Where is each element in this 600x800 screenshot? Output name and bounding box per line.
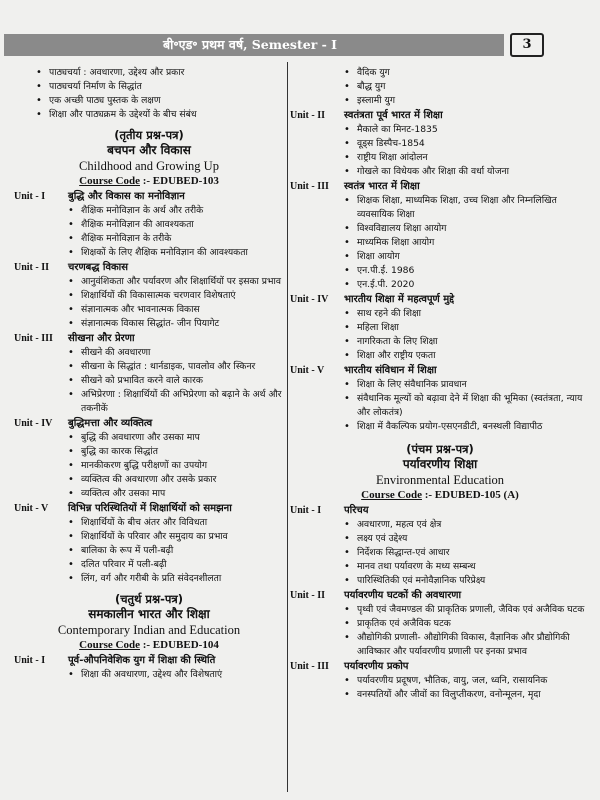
- bullet-icon: [344, 349, 357, 363]
- paper-hindi-title: समकालीन भारत और शिक्षा: [88, 607, 210, 621]
- bullet-icon: [68, 246, 81, 260]
- bullet-icon: [68, 388, 81, 402]
- bullet-icon: [68, 558, 81, 572]
- list-item: • शिक्षार्थियों की विकासात्मक चरणवार विशेषताएं: [14, 289, 284, 303]
- bullet-icon: [344, 617, 357, 631]
- list-item: • पृथ्वी एवं जैवमण्डल की प्राकृतिक प्रणाली, जैविक एवं अजैविक घटक: [290, 603, 590, 617]
- list-item: • एन.पी.ई. 1986: [290, 264, 590, 278]
- unit-heading: Unit - III स्वतंत्र भारत में शिक्षा: [290, 181, 420, 192]
- list-item: • अभिप्रेरणा : शिक्षार्थियों की अभिप्रेरणा को बढ़ाने के अर्थ और तकनीकें: [14, 388, 284, 416]
- list-item: • मैकाले का मिनट-1835: [290, 123, 590, 137]
- unit-heading: Unit - IV भारतीय शिक्षा में महत्वपूर्ण मुद्दे: [290, 294, 455, 305]
- list-item: • शिक्षार्थियों के परिवार और समुदाय का प्रभाव: [14, 530, 284, 544]
- list-item: • शिक्षा और राष्ट्रीय एकता: [290, 349, 590, 363]
- paper-hindi-title: बचपन और विकास: [107, 143, 191, 157]
- bullet-icon: [36, 66, 49, 80]
- list-item: • माध्यमिक शिक्षा आयोग: [290, 236, 590, 250]
- bullet-icon: [68, 459, 81, 473]
- paper3-heading: [14, 128, 284, 189]
- bullet-icon: [344, 236, 357, 250]
- paper-label: (पंचम प्रश्न-पत्र): [406, 442, 474, 456]
- unit-heading: Unit - I पूर्व-औपनिवेशिक युग में शिक्षा की स्थिति: [14, 655, 216, 666]
- column-divider: [287, 62, 288, 792]
- unit-heading: Unit - III पर्यावरणीय प्रकोप: [290, 661, 409, 672]
- list-item: • शिक्षा के लिए संवैधानिक प्रावधान: [290, 378, 590, 392]
- list-item: • बालिका के रूप में पली-बढ़ी: [14, 544, 284, 558]
- bullet-icon: [344, 194, 357, 208]
- unit-heading: Unit - II चरणबद्ध विकास: [14, 262, 129, 273]
- list-item: • वैदिक युग: [290, 66, 590, 80]
- list-item: • राष्ट्रीय शिक्षा आंदोलन: [290, 151, 590, 165]
- list-item: • पाठ्यचर्या निर्माण के सिद्धांत: [14, 80, 284, 94]
- list-item: • दलित परिवार में पली-बढ़ी: [14, 558, 284, 572]
- list-item: • लिंग, वर्ग और गरीबी के प्रति संवेदनशीलता: [14, 572, 284, 586]
- header-title: बी॰एड॰ प्रथम वर्ष, Semester - I: [162, 37, 338, 52]
- paper-hindi-title: पर्यावरणीय शिक्षा: [402, 457, 478, 471]
- bullet-icon: [344, 631, 357, 645]
- bullet-icon: [344, 688, 357, 702]
- bullet-icon: [68, 374, 81, 388]
- bullet-icon: [68, 275, 81, 289]
- unit-heading: Unit - II स्वतंत्रता पूर्व भारत में शिक्षा: [290, 110, 443, 121]
- bullet-icon: [68, 289, 81, 303]
- bullet-icon: [344, 264, 357, 278]
- bullet-icon: [344, 532, 357, 546]
- bullet-icon: [344, 307, 357, 321]
- bullet-icon: [68, 317, 81, 331]
- bullet-icon: [68, 572, 81, 586]
- course-code: Course Code :- EDUBED-104: [79, 639, 219, 651]
- bullet-icon: [344, 123, 357, 137]
- list-item: • प्राकृतिक एवं अजैविक घटक: [290, 617, 590, 631]
- list-item: • औद्योगिकी प्रणाली- औद्योगिकी विकास, वैज्ञानिक और प्रौद्योगिकी आविष्कार और पर्यावरणीय प्रणाली पर इनका प्रभाव: [290, 631, 590, 659]
- bullet-icon: [344, 574, 357, 588]
- list-item: • बुद्धि का कारक सिद्धांत: [14, 445, 284, 459]
- list-item: • शिक्षा की अवधारणा, उद्देश्य और विशेषताएं: [14, 668, 284, 682]
- bullet-icon: [344, 137, 357, 151]
- unit-heading: Unit - IV बुद्धिमत्ता और व्यक्तित्व: [14, 418, 153, 429]
- bullet-icon: [344, 80, 357, 94]
- bullet-icon: [68, 668, 81, 682]
- list-item: • गोखले का विधेयक और शिक्षा की वर्धा योजना: [290, 165, 590, 179]
- bullet-icon: [68, 516, 81, 530]
- bullet-icon: [344, 94, 357, 108]
- bullet-icon: [344, 335, 357, 349]
- list-item: • पर्यावरणीय प्रदूषण, भौतिक, वायु, जल, ध्वनि, रासायनिक: [290, 674, 590, 688]
- bullet-icon: [36, 108, 49, 122]
- list-item: • विश्वविद्यालय शिक्षा आयोग: [290, 222, 590, 236]
- left-column: [14, 66, 284, 682]
- bullet-icon: [344, 420, 357, 434]
- list-item: • एन.ई.पी. 2020: [290, 278, 590, 292]
- unit-heading: Unit - II पर्यावरणीय घटकों की अवधारणा: [290, 590, 462, 601]
- list-item: • शैक्षिक मनोविज्ञान के अर्थ और तरीके: [14, 204, 284, 218]
- bullet-icon: [68, 303, 81, 317]
- bullet-icon: [344, 321, 357, 335]
- list-item: • संज्ञानात्मक विकास सिद्धांत- जीन पियागेट: [14, 317, 284, 331]
- paper-english-title: Environmental Education: [375, 473, 505, 487]
- bullet-icon: [68, 445, 81, 459]
- course-code: Course Code :- EDUBED-103: [79, 175, 219, 187]
- list-item: • अवधारणा, महत्व एवं क्षेत्र: [290, 518, 590, 532]
- paper-label: (तृतीय प्रश्न-पत्र): [114, 128, 184, 142]
- list-item: • मानव तथा पर्यावरण के मध्य सम्बन्ध: [290, 560, 590, 574]
- bullet-icon: [344, 603, 357, 617]
- bullet-icon: [344, 66, 357, 80]
- list-item: • बुद्धि की अवधारणा और उसका माप: [14, 431, 284, 445]
- list-item: • वूड्स डिस्पैच-1854: [290, 137, 590, 151]
- list-item: • संज्ञानात्मक और भावनात्मक विकास: [14, 303, 284, 317]
- paper-label: (चतुर्थ प्रश्न-पत्र): [114, 592, 184, 606]
- unit-heading: Unit - V भारतीय संविधान में शिक्षा: [290, 365, 437, 376]
- list-item: • सीखना के सिद्धांत : थार्नडाइक, पावलोव और स्किनर: [14, 360, 284, 374]
- list-item: • शिक्षार्थियों के बीच अंतर और विविधता: [14, 516, 284, 530]
- list-item: • शिक्षा और पाठ्यक्रम के उद्देश्यों के बीच संबंध: [14, 108, 284, 122]
- right-column: [290, 66, 590, 702]
- bullet-icon: [36, 80, 49, 94]
- unit-heading: Unit - III सीखना और प्रेरणा: [14, 333, 135, 344]
- bullet-icon: [68, 487, 81, 501]
- page-number: 3: [510, 33, 544, 57]
- bullet-icon: [68, 218, 81, 232]
- bullet-icon: [68, 204, 81, 218]
- list-item: • वनस्पतियों और जीवों का विलुप्तीकरण, वनोन्मूलन, मृदा: [290, 688, 590, 702]
- bullet-icon: [68, 346, 81, 360]
- bullet-icon: [36, 94, 49, 108]
- bullet-icon: [344, 378, 357, 392]
- bullet-icon: [344, 560, 357, 574]
- list-item: • बौद्ध युग: [290, 80, 590, 94]
- bullet-icon: [68, 360, 81, 374]
- list-item: • शिक्षा आयोग: [290, 250, 590, 264]
- bullet-icon: [344, 151, 357, 165]
- bullet-icon: [68, 431, 81, 445]
- bullet-icon: [68, 232, 81, 246]
- list-item: • व्यक्तित्व की अवधारणा और उसके प्रकार: [14, 473, 284, 487]
- list-item: • नागरिकता के लिए शिक्षा: [290, 335, 590, 349]
- list-item: • शिक्षा में वैकल्पिक प्रयोग-एसएनडीटी, बनस्थली विद्यापीठ: [290, 420, 590, 434]
- unit-heading: Unit - V विभिन्न परिस्थितियों में शिक्षार्थियों को समझना: [14, 503, 232, 514]
- list-item: • मानकीकरण बुद्धि परीक्षणों का उपयोग: [14, 459, 284, 473]
- list-item: • शैक्षिक मनोविज्ञान के तरीके: [14, 232, 284, 246]
- bullet-icon: [344, 392, 357, 406]
- list-item: • साथ रहने की शिक्षा: [290, 307, 590, 321]
- bullet-icon: [344, 674, 357, 688]
- bullet-icon: [344, 222, 357, 236]
- list-item: • शिक्षकों के लिए शैक्षिक मनोविज्ञान की आवश्यकता: [14, 246, 284, 260]
- paper4-heading: [14, 592, 284, 653]
- unit-heading: Unit - I परिचय: [290, 505, 369, 516]
- list-item: • लक्ष्य एवं उद्देश्य: [290, 532, 590, 546]
- bullet-icon: [68, 473, 81, 487]
- paper-english-title: Childhood and Growing Up: [79, 159, 219, 173]
- list-item: • एक अच्छी पाठ्य पुस्तक के लक्षण: [14, 94, 284, 108]
- paper5-heading: [290, 442, 590, 503]
- bullet-icon: [344, 165, 357, 179]
- list-item: • पाठ्यचर्या : अवधारणा, उद्देश्य और प्रकार: [14, 66, 284, 80]
- list-item: • पारिस्थितिकी एवं मनोवैज्ञानिक परिप्रेक्ष्य: [290, 574, 590, 588]
- bullet-icon: [68, 530, 81, 544]
- bullet-icon: [344, 250, 357, 264]
- bullet-icon: [344, 278, 357, 292]
- intro-bullets: [14, 66, 284, 122]
- course-code: Course Code :- EDUBED-105 (A): [361, 489, 519, 501]
- bullet-icon: [344, 546, 357, 560]
- list-item: • व्यक्तित्व और उसका माप: [14, 487, 284, 501]
- bullet-icon: [344, 518, 357, 532]
- list-item: • सीखने की अवधारणा: [14, 346, 284, 360]
- list-item: • महिला शिक्षा: [290, 321, 590, 335]
- unit-heading: Unit - I बुद्धि और विकास का मनोविज्ञान: [14, 191, 185, 202]
- paper-english-title: Contemporary Indian and Education: [57, 623, 241, 637]
- list-item: • आनुवंशिकता और पर्यावरण और शिक्षार्थियों पर इसका प्रभाव: [14, 275, 284, 289]
- list-item: • शैक्षिक मनोविज्ञान की आवश्यकता: [14, 218, 284, 232]
- list-item: • निर्देशक सिद्धान्त-एवं आधार: [290, 546, 590, 560]
- bullet-icon: [68, 544, 81, 558]
- list-item: • इस्लामी युग: [290, 94, 590, 108]
- list-item: • शिक्षक शिक्षा, माध्यमिक शिक्षा, उच्च शिक्षा और निम्नलिखित व्यवसायिक शिक्षा: [290, 194, 590, 222]
- list-item: • संवैधानिक मूल्यों को बढ़ावा देने में शिक्षा की भूमिका (स्वतंत्रता, न्याय और लोकतंत्र): [290, 392, 590, 420]
- list-item: • सीखने को प्रभावित करने वाले कारक: [14, 374, 284, 388]
